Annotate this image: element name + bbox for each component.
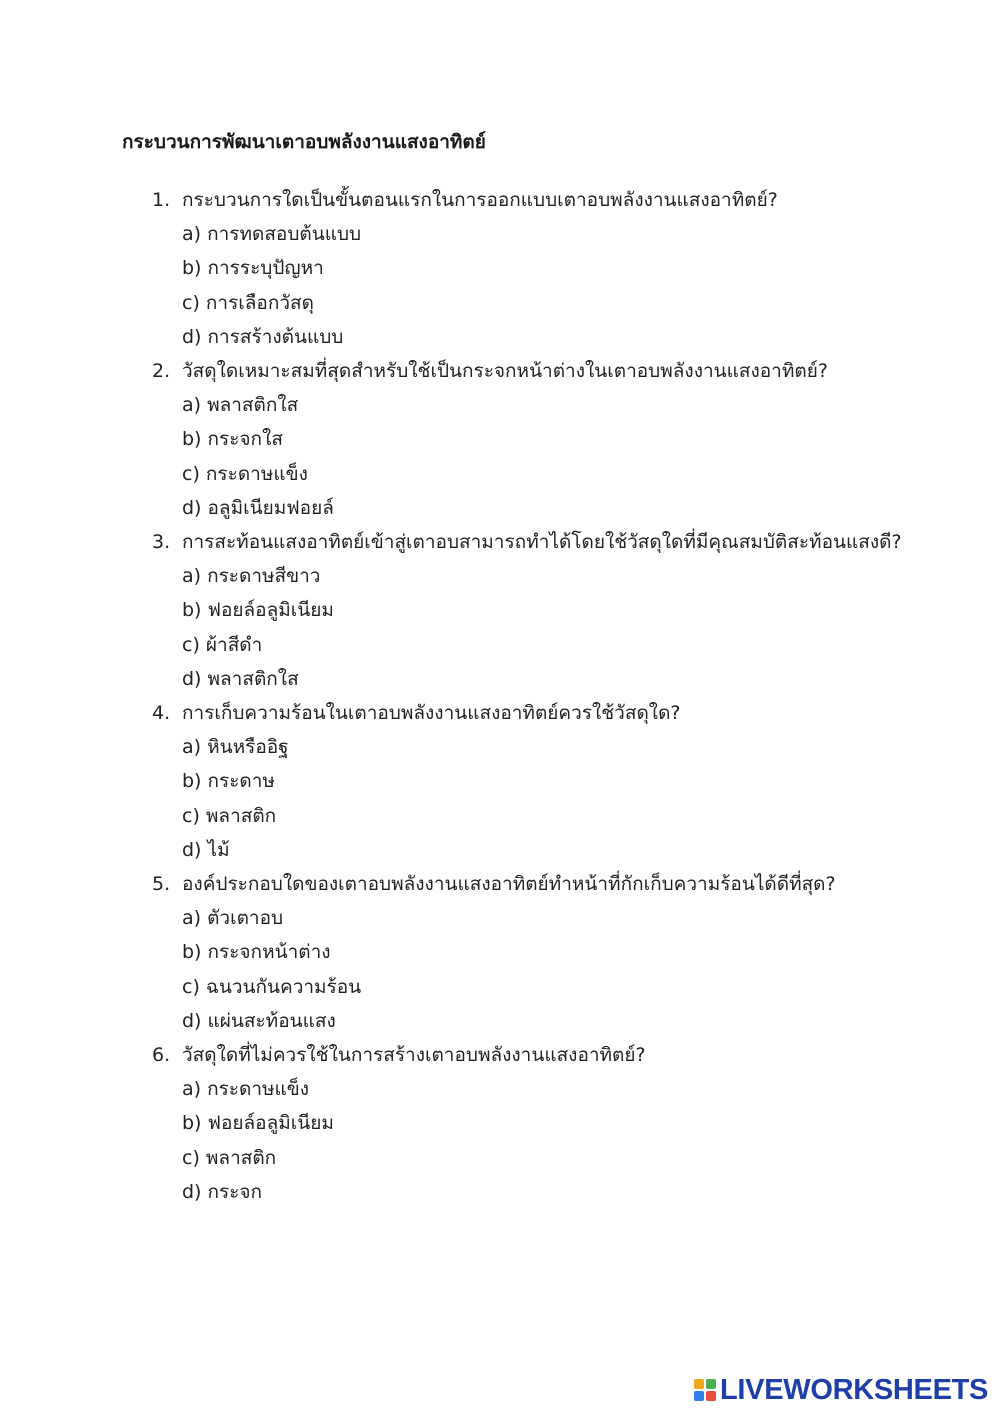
question-4-option-c: c) พลาสติก xyxy=(182,804,277,827)
question-6 xyxy=(152,1040,992,1070)
question-2-option-c: c) กระดาษแข็ง xyxy=(182,462,308,485)
question-4-option-d: d) ไม้ xyxy=(182,838,230,861)
question-3 xyxy=(152,527,992,557)
question-3-option-a: a) กระดาษสีขาว xyxy=(182,565,321,588)
question-6-option-a: a) กระดาษแข็ง xyxy=(182,1078,310,1101)
question-3-option-b: b) ฟอยล์อลูมิเนียม xyxy=(182,599,334,622)
question-1 xyxy=(152,185,992,215)
question-number: 4. xyxy=(152,702,171,724)
logo-square-4 xyxy=(706,1391,716,1401)
question-2-option-d: d) อลูมิเนียมฟอยล์ xyxy=(182,496,334,519)
question-number: 5. xyxy=(152,873,171,895)
logo-text: LIVEWORKSHEETS xyxy=(720,1373,989,1406)
question-2 xyxy=(152,356,992,386)
question-text: วัสดุใดเหมาะสมที่สุดสำหรับใช้เป็นกระจกหน้าต่างในเตาอบพลังงานแสงอาทิตย์? xyxy=(182,360,828,382)
question-5 xyxy=(152,869,992,899)
question-5-option-c: c) ฉนวนกันความร้อน xyxy=(182,975,362,998)
question-3-option-d: d) พลาสติกใส xyxy=(182,667,299,690)
question-text: การเก็บความร้อนในเตาอบพลังงานแสงอาทิตย์ควรใช้วัสดุใด? xyxy=(182,702,681,724)
question-4-option-a: a) หินหรืออิฐ xyxy=(182,736,289,759)
question-number: 2. xyxy=(152,360,171,382)
liveworksheets-logo xyxy=(694,1372,988,1408)
question-number: 1. xyxy=(152,189,171,211)
question-1-option-d: d) การสร้างต้นแบบ xyxy=(182,325,344,348)
question-6-option-d: d) กระจก xyxy=(182,1180,263,1203)
question-1-option-c: c) การเลือกวัสดุ xyxy=(182,291,314,314)
question-3-option-c: c) ผ้าสีดำ xyxy=(182,633,263,656)
question-text: วัสดุใดที่ไม่ควรใช้ในการสร้างเตาอบพลังงานแสงอาทิตย์? xyxy=(182,1044,646,1066)
logo-squares-icon xyxy=(694,1379,716,1401)
question-4 xyxy=(152,698,992,728)
question-5-option-d: d) แผ่นสะท้อนแสง xyxy=(182,1009,336,1032)
question-number: 3. xyxy=(152,531,171,553)
question-1-option-a: a) การทดสอบต้นแบบ xyxy=(182,223,362,246)
question-2-option-b: b) กระจกใส xyxy=(182,428,283,451)
logo-square-1 xyxy=(694,1379,704,1389)
question-5-option-b: b) กระจกหน้าต่าง xyxy=(182,941,331,964)
question-4-option-b: b) กระดาษ xyxy=(182,770,275,793)
question-number: 6. xyxy=(152,1044,171,1066)
question-text: การสะท้อนแสงอาทิตย์เข้าสู่เตาอบสามารถทำได้โดยใช้วัสดุใดที่มีคุณสมบัติสะท้อนแสงดี? xyxy=(182,531,902,553)
page-title: กระบวนการพัฒนาเตาอบพลังงานแสงอาทิตย์ xyxy=(122,131,486,153)
question-6-option-b: b) ฟอยล์อลูมิเนียม xyxy=(182,1112,334,1135)
question-text: กระบวนการใดเป็นขั้นตอนแรกในการออกแบบเตาอบพลังงานแสงอาทิตย์? xyxy=(182,189,778,211)
question-6-option-c: c) พลาสติก xyxy=(182,1146,277,1169)
question-5-option-a: a) ตัวเตาอบ xyxy=(182,907,284,930)
question-text: องค์ประกอบใดของเตาอบพลังงานแสงอาทิตย์ทำหน้าที่กักเก็บความร้อนได้ดีที่สุด? xyxy=(182,873,836,895)
logo-square-2 xyxy=(706,1379,716,1389)
question-1-option-b: b) การระบุปัญหา xyxy=(182,257,324,280)
logo-square-3 xyxy=(694,1391,704,1401)
question-2-option-a: a) พลาสติกใส xyxy=(182,394,299,417)
